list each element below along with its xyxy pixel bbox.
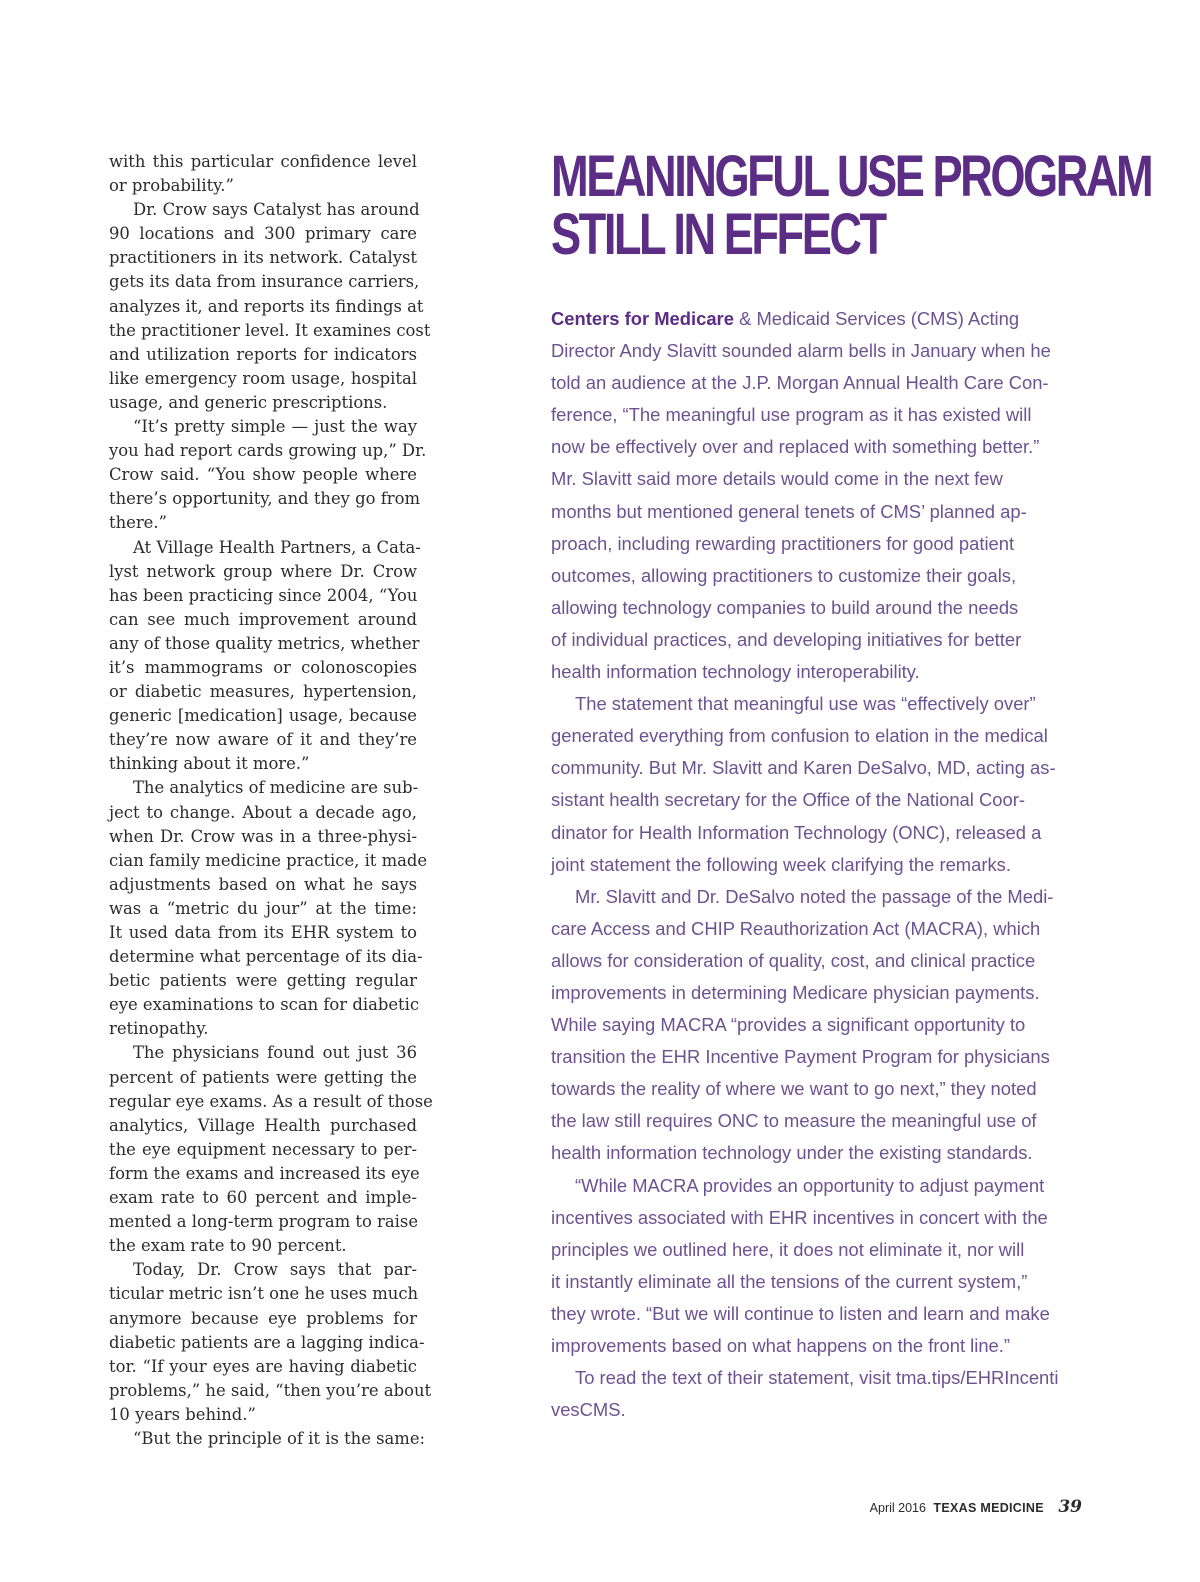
sidebar-line: now be effectively over and replaced with something better.” <box>551 436 1040 458</box>
sidebar-first-line-rest: & Medicaid Services (CMS) Acting <box>733 308 1020 329</box>
sidebar-lead-in: Centers for Medicare <box>551 308 734 329</box>
sidebar-line: towards the reality of where we want to go next,” they noted <box>551 1078 1037 1100</box>
article-line: eye examinations to scan for diabetic <box>109 995 420 1015</box>
article-line: adjustments based on what he says <box>109 874 417 894</box>
article-line: problems,” he said, “then you’re about <box>109 1380 432 1400</box>
sidebar-line: allowing technology companies to build around the needs <box>551 596 1019 618</box>
sidebar-line: While saying MACRA “provides a significant opportunity to <box>551 1014 1026 1036</box>
article-line: cian family medicine practice, it made <box>109 850 428 870</box>
article-line: “But the principle of it is the same: <box>133 1428 426 1448</box>
article-line: it’s mammograms or colonoscopies <box>109 657 417 677</box>
article-line: Crow said. “You show people where <box>109 465 417 485</box>
article-line: lyst network group where Dr. Crow <box>109 561 417 581</box>
article-line: determine what percentage of its dia- <box>109 947 423 967</box>
article-line: and utilization reports for indicators <box>109 344 417 364</box>
article-line: retinopathy. <box>109 1019 209 1039</box>
sidebar-title-line: MEANINGFUL USE PROGRAM <box>551 144 1152 209</box>
sidebar-line: principles we outlined here, it does not eliminate it, nor will <box>551 1238 1025 1260</box>
sidebar-line: Director Andy Slavitt sounded alarm bells in January when he <box>551 340 1051 362</box>
article-line: betic patients were getting regular <box>109 971 417 991</box>
sidebar-line: health information technology interoperability. <box>551 661 920 683</box>
article-line: ject to change. About a decade ago, <box>109 802 417 822</box>
sidebar-line: The statement that meaningful use was “effectively over” <box>575 693 1036 715</box>
sidebar-line: community. But Mr. Slavitt and Karen DeSalvo, MD, acting as- <box>551 757 1056 779</box>
article-line: The physicians found out just 36 <box>133 1043 417 1063</box>
article-line: practitioners in its network. Catalyst <box>109 248 417 268</box>
sidebar-line: of individual practices, and developing initiatives for better <box>551 628 1022 650</box>
sidebar-line: joint statement the following week clarifying the remarks. <box>551 853 1011 875</box>
article-line: It used data from its EHR system to <box>109 923 417 942</box>
article-line: you had report cards growing up,” Dr. <box>109 441 427 461</box>
sidebar-line: months but mentioned general tenets of CMS’ planned ap- <box>551 500 1027 522</box>
article-line: the practitioner level. It examines cost <box>109 320 431 340</box>
article-line: regular eye exams. As a result of those <box>109 1091 433 1111</box>
sidebar-line: it instantly eliminate all the tensions of the current system,” <box>551 1270 1028 1292</box>
article-line: there’s opportunity, and they go from <box>109 489 421 509</box>
article-line: The analytics of medicine are sub- <box>133 778 419 798</box>
sidebar-line: Mr. Slavitt and Dr. DeSalvo noted the passage of the Medi- <box>575 885 1054 907</box>
article-line: they’re now aware of it and they’re <box>109 730 417 750</box>
sidebar-line: care Access and CHIP Reauthorization Act (MACRA), which <box>551 917 1041 939</box>
page-footer <box>800 1497 1082 1517</box>
article-line: the exam rate to 90 percent. <box>109 1236 347 1256</box>
article-line: was a “metric du jour” at the time: <box>109 898 417 918</box>
sidebar-line: sistant health secretary for the Office of the National Coor- <box>551 789 1025 811</box>
article-line: Dr. Crow says Catalyst has around <box>133 200 420 220</box>
article-line: gets its data from insurance carriers, <box>109 272 420 292</box>
article-line: analyzes it, and reports its findings at <box>109 296 424 316</box>
article-line: thinking about it more.” <box>109 754 310 774</box>
sidebar-line: generated everything from confusion to elation in the medical <box>551 725 1048 747</box>
article-line: the eye equipment necessary to per- <box>109 1139 417 1159</box>
article-line: like emergency room usage, hospital <box>109 368 417 388</box>
sidebar-line: ference, “The meaningful use program as it has existed will <box>551 404 1032 426</box>
article-line: any of those quality metrics, whether <box>109 633 420 653</box>
sidebar-meaningful-use <box>551 144 1152 1421</box>
sidebar-line: allows for consideration of quality, cost, and clinical practice <box>551 949 1036 971</box>
article-line: generic [medication] usage, because <box>109 706 417 726</box>
article-line: Today, Dr. Crow says that par- <box>133 1260 417 1280</box>
article-line: ticular metric isn’t one he uses much <box>109 1284 419 1304</box>
article-line: anymore because eye problems for <box>109 1308 417 1328</box>
sidebar-first-line <box>551 303 1086 335</box>
sidebar-line: proach, including rewarding practitioners for good patient <box>551 532 1015 554</box>
sidebar-body <box>551 303 1086 1426</box>
article-line: or probability.” <box>109 176 234 196</box>
sidebar-line: improvements based on what happens on the front line.” <box>551 1335 1011 1356</box>
sidebar-line: vesCMS. <box>551 1399 626 1421</box>
sidebar-line: “While MACRA provides an opportunity to adjust payment <box>575 1174 1045 1196</box>
sidebar-line: incentives associated with EHR incentives in concert with the <box>551 1206 1048 1228</box>
sidebar-line: To read the text of their statement, visit tma.tips/EHRIncenti <box>575 1367 1059 1389</box>
article-continuation-column <box>109 150 433 1451</box>
article-line: At Village Health Partners, a Cata- <box>133 537 421 557</box>
sidebar-line: Mr. Slavitt said more details would come in the next few <box>551 468 1003 490</box>
article-line: when Dr. Crow was in a three-physi- <box>109 826 417 846</box>
sidebar-line: told an audience at the J.P. Morgan Annual Health Care Con- <box>551 372 1049 394</box>
sidebar-line: dinator for Health Information Technology (ONC), released a <box>551 821 1042 843</box>
sidebar-line: health information technology under the existing standards. <box>551 1142 1033 1164</box>
article-line: analytics, Village Health purchased <box>109 1115 417 1135</box>
article-line: there.” <box>109 513 167 533</box>
sidebar-line: outcomes, allowing practitioners to customize their goals, <box>551 564 1017 586</box>
article-line: diabetic patients are a lagging indica- <box>109 1332 425 1352</box>
article-line: percent of patients were getting the <box>109 1067 417 1087</box>
issue-date: April 2016 <box>869 1501 926 1515</box>
article-line: tor. “If your eyes are having diabetic <box>109 1356 417 1376</box>
sidebar-title-line: STILL IN EFFECT <box>551 202 885 267</box>
article-line: can see much improvement around <box>109 609 417 629</box>
article-line: 10 years behind.” <box>109 1404 256 1424</box>
sidebar-line: transition the EHR Incentive Payment Program for physicians <box>551 1046 1050 1068</box>
article-line: or diabetic measures, hypertension, <box>109 682 417 702</box>
sidebar-line: improvements in determining Medicare physician payments. <box>551 981 1040 1003</box>
article-line: with this particular confidence level <box>109 152 417 171</box>
page-number: 39 <box>1058 1497 1082 1517</box>
article-line: usage, and generic prescriptions. <box>109 392 388 412</box>
article-line: has been practicing since 2004, “You <box>109 585 418 605</box>
sidebar-title <box>551 144 1152 267</box>
article-line: “It’s pretty simple — just the way <box>133 417 417 437</box>
article-line: form the exams and increased its eye <box>109 1163 420 1183</box>
sidebar-line: they wrote. “But we will continue to listen and learn and make <box>551 1302 1050 1324</box>
magazine-name: TEXAS MEDICINE <box>933 1501 1044 1515</box>
article-line: exam rate to 60 percent and imple- <box>109 1188 417 1208</box>
article-line: 90 locations and 300 primary care <box>109 224 417 244</box>
article-line: mented a long-term program to raise <box>109 1212 419 1232</box>
sidebar-line: the law still requires ONC to measure the meaningful use of <box>551 1110 1037 1132</box>
